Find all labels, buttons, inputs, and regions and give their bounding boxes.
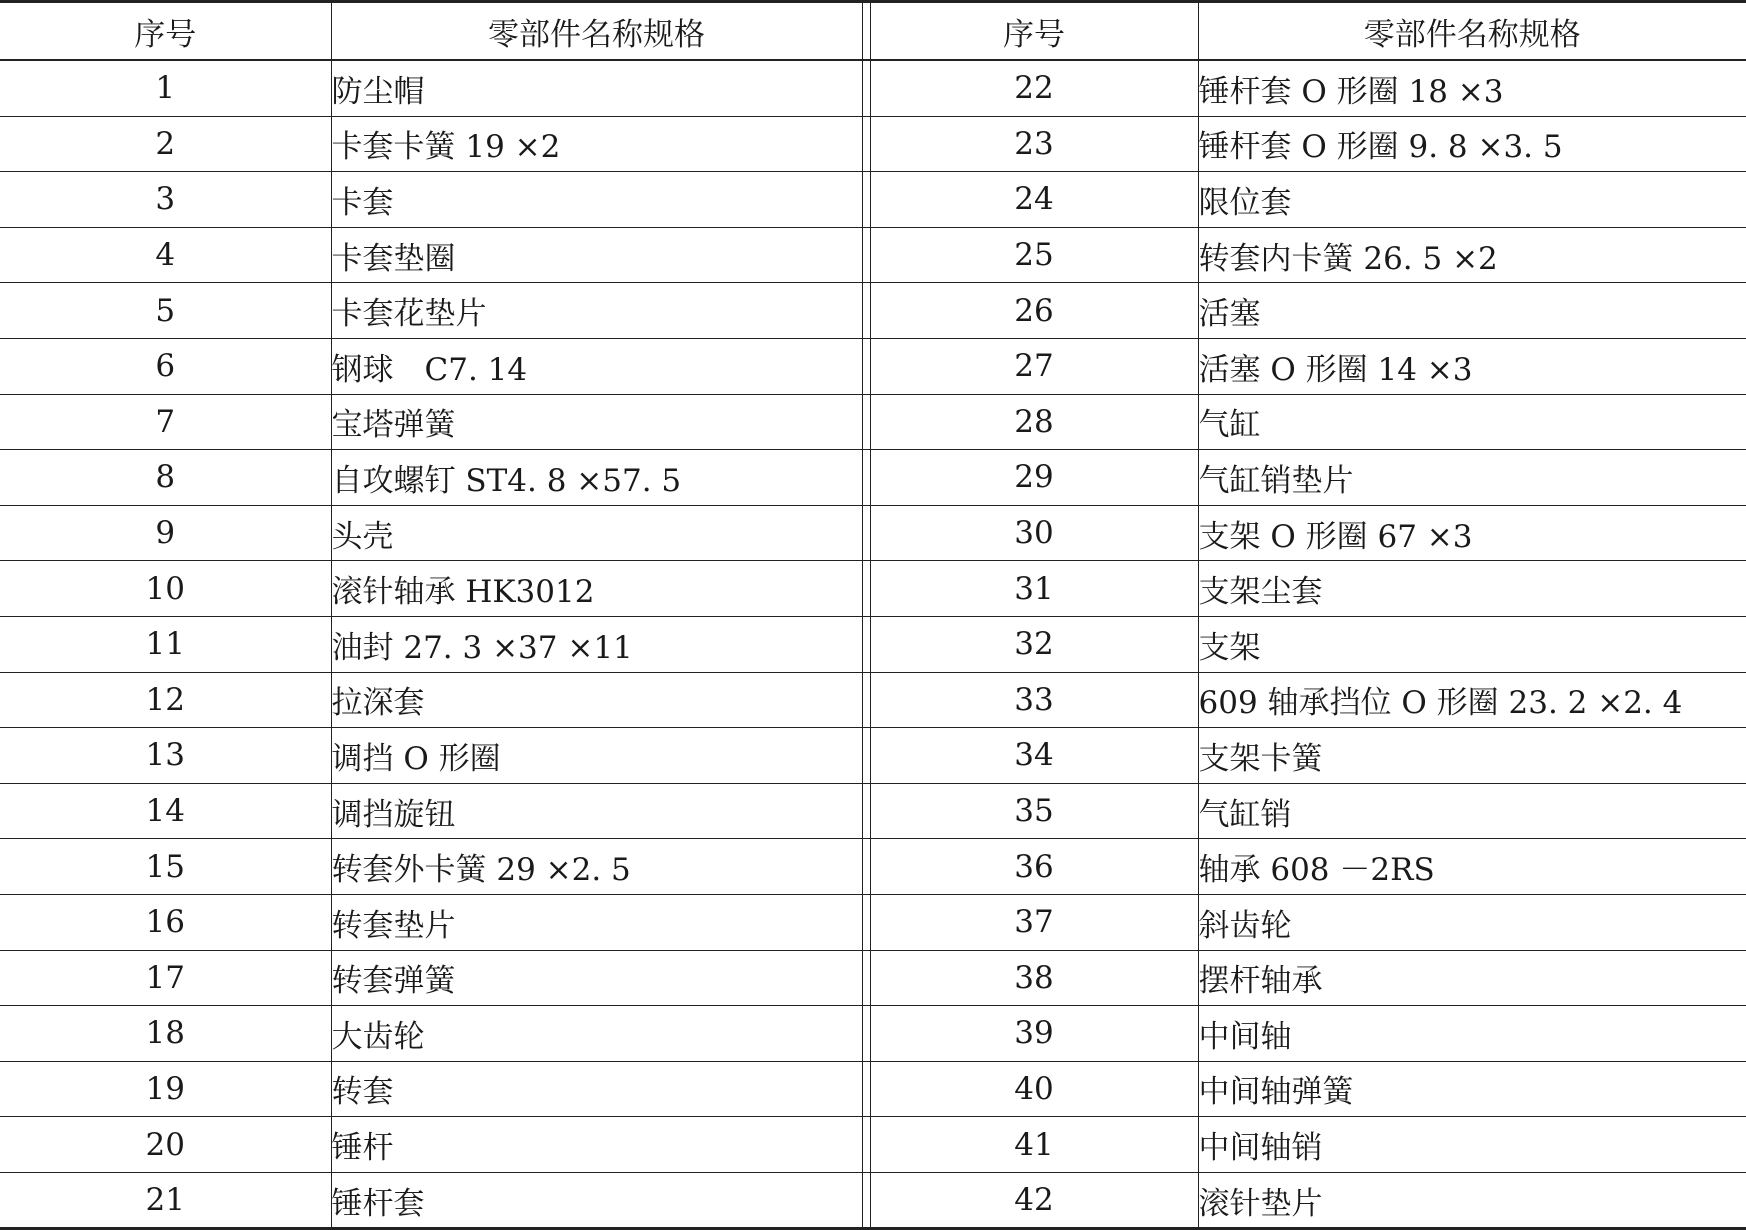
row-no-left: 2 xyxy=(0,116,331,172)
table-row xyxy=(0,60,1746,116)
row-no-left: 11 xyxy=(0,616,331,672)
row-no-left: 18 xyxy=(0,1006,331,1062)
row-name-right: 锤杆套 O 形圈 18 ×3 xyxy=(1198,60,1746,116)
row-no-right: 27 xyxy=(870,338,1198,394)
row-name-left: 卡套 xyxy=(331,172,862,228)
row-name-right: 中间轴弹簧 xyxy=(1198,1061,1746,1117)
column-divider xyxy=(862,783,870,839)
table-row xyxy=(0,894,1746,950)
row-no-left: 13 xyxy=(0,728,331,784)
row-no-right: 40 xyxy=(870,1061,1198,1117)
row-no-left: 19 xyxy=(0,1061,331,1117)
row-no-right: 38 xyxy=(870,950,1198,1006)
table-row xyxy=(0,561,1746,617)
row-no-left: 14 xyxy=(0,783,331,839)
row-no-right: 31 xyxy=(870,561,1198,617)
row-no-right: 30 xyxy=(870,505,1198,561)
row-no-right: 42 xyxy=(870,1172,1198,1229)
row-no-right: 23 xyxy=(870,116,1198,172)
row-name-left: 转套外卡簧 29 ×2. 5 xyxy=(331,839,862,895)
row-no-right: 34 xyxy=(870,728,1198,784)
header-no-right: 序号 xyxy=(870,2,1198,61)
column-divider xyxy=(862,172,870,228)
column-divider xyxy=(862,116,870,172)
row-no-right: 41 xyxy=(870,1117,1198,1173)
row-name-right: 轴承 608 －2RS xyxy=(1198,839,1746,895)
row-name-right: 609 轴承挡位 O 形圈 23. 2 ×2. 4 xyxy=(1198,672,1746,728)
column-divider xyxy=(862,394,870,450)
column-divider xyxy=(862,616,870,672)
row-no-right: 32 xyxy=(870,616,1198,672)
row-name-right: 摆杆轴承 xyxy=(1198,950,1746,1006)
row-name-right: 活塞 xyxy=(1198,283,1746,339)
row-name-right: 气缸销 xyxy=(1198,783,1746,839)
column-divider xyxy=(862,60,870,116)
header-name-right: 零部件名称规格 xyxy=(1198,2,1746,61)
table-row xyxy=(0,1117,1746,1173)
row-name-right: 支架 O 形圈 67 ×3 xyxy=(1198,505,1746,561)
row-no-right: 26 xyxy=(870,283,1198,339)
row-no-right: 37 xyxy=(870,894,1198,950)
row-no-left: 6 xyxy=(0,338,331,394)
table-row xyxy=(0,616,1746,672)
table-row xyxy=(0,1172,1746,1229)
row-name-right: 斜齿轮 xyxy=(1198,894,1746,950)
table-row xyxy=(0,1061,1746,1117)
row-no-left: 17 xyxy=(0,950,331,1006)
table-row xyxy=(0,116,1746,172)
table-row xyxy=(0,172,1746,228)
row-name-right: 气缸 xyxy=(1198,394,1746,450)
row-name-right: 中间轴销 xyxy=(1198,1117,1746,1173)
table-body xyxy=(0,60,1746,1229)
row-name-left: 自攻螺钉 ST4. 8 ×57. 5 xyxy=(331,450,862,506)
row-name-left: 油封 27. 3 ×37 ×11 xyxy=(331,616,862,672)
table-row xyxy=(0,505,1746,561)
column-divider xyxy=(862,450,870,506)
row-name-right: 中间轴 xyxy=(1198,1006,1746,1062)
header-row xyxy=(0,2,1746,61)
table-row xyxy=(0,283,1746,339)
table-row xyxy=(0,839,1746,895)
column-divider xyxy=(862,728,870,784)
row-name-right: 活塞 O 形圈 14 ×3 xyxy=(1198,338,1746,394)
header-no-left: 序号 xyxy=(0,2,331,61)
row-name-right: 锤杆套 O 形圈 9. 8 ×3. 5 xyxy=(1198,116,1746,172)
row-no-left: 20 xyxy=(0,1117,331,1173)
column-divider xyxy=(862,1172,870,1229)
row-no-left: 12 xyxy=(0,672,331,728)
row-name-left: 转套 xyxy=(331,1061,862,1117)
row-name-right: 支架尘套 xyxy=(1198,561,1746,617)
row-name-left: 调挡 O 形圈 xyxy=(331,728,862,784)
row-no-left: 15 xyxy=(0,839,331,895)
row-name-left: 拉深套 xyxy=(331,672,862,728)
row-no-right: 33 xyxy=(870,672,1198,728)
column-divider xyxy=(862,505,870,561)
row-name-left: 卡套卡簧 19 ×2 xyxy=(331,116,862,172)
table-row xyxy=(0,227,1746,283)
column-divider xyxy=(862,227,870,283)
column-divider xyxy=(862,2,870,61)
row-name-left: 滚针轴承 HK3012 xyxy=(331,561,862,617)
row-no-right: 29 xyxy=(870,450,1198,506)
table-row xyxy=(0,394,1746,450)
row-no-right: 36 xyxy=(870,839,1198,895)
column-divider xyxy=(862,894,870,950)
row-name-left: 钢球 C7. 14 xyxy=(331,338,862,394)
row-no-right: 39 xyxy=(870,1006,1198,1062)
table-row xyxy=(0,338,1746,394)
row-name-left: 防尘帽 xyxy=(331,60,862,116)
row-name-right: 滚针垫片 xyxy=(1198,1172,1746,1229)
row-no-left: 8 xyxy=(0,450,331,506)
row-no-left: 3 xyxy=(0,172,331,228)
row-name-left: 锤杆套 xyxy=(331,1172,862,1229)
table-row xyxy=(0,728,1746,784)
table-row xyxy=(0,783,1746,839)
row-no-left: 1 xyxy=(0,60,331,116)
row-no-left: 4 xyxy=(0,227,331,283)
row-name-right: 限位套 xyxy=(1198,172,1746,228)
row-no-left: 10 xyxy=(0,561,331,617)
column-divider xyxy=(862,283,870,339)
column-divider xyxy=(862,1006,870,1062)
table-row xyxy=(0,450,1746,506)
table-row xyxy=(0,950,1746,1006)
column-divider xyxy=(862,950,870,1006)
row-name-left: 锤杆 xyxy=(331,1117,862,1173)
column-divider xyxy=(862,1117,870,1173)
row-no-right: 25 xyxy=(870,227,1198,283)
table-row xyxy=(0,672,1746,728)
row-name-left: 调挡旋钮 xyxy=(331,783,862,839)
row-no-left: 21 xyxy=(0,1172,331,1229)
table-row xyxy=(0,1006,1746,1062)
column-divider xyxy=(862,672,870,728)
row-name-left: 宝塔弹簧 xyxy=(331,394,862,450)
row-name-right: 支架 xyxy=(1198,616,1746,672)
row-no-left: 5 xyxy=(0,283,331,339)
column-divider xyxy=(862,561,870,617)
table-header xyxy=(0,2,1746,61)
row-name-left: 卡套花垫片 xyxy=(331,283,862,339)
column-divider xyxy=(862,338,870,394)
row-name-left: 转套垫片 xyxy=(331,894,862,950)
row-name-left: 卡套垫圈 xyxy=(331,227,862,283)
header-name-left: 零部件名称规格 xyxy=(331,2,862,61)
row-no-right: 24 xyxy=(870,172,1198,228)
column-divider xyxy=(862,1061,870,1117)
row-name-left: 转套弹簧 xyxy=(331,950,862,1006)
row-no-right: 35 xyxy=(870,783,1198,839)
row-no-left: 16 xyxy=(0,894,331,950)
row-name-left: 头壳 xyxy=(331,505,862,561)
row-no-left: 9 xyxy=(0,505,331,561)
row-no-left: 7 xyxy=(0,394,331,450)
column-divider xyxy=(862,839,870,895)
row-name-right: 支架卡簧 xyxy=(1198,728,1746,784)
row-no-right: 22 xyxy=(870,60,1198,116)
row-name-right: 转套内卡簧 26. 5 ×2 xyxy=(1198,227,1746,283)
row-name-left: 大齿轮 xyxy=(331,1006,862,1062)
row-name-right: 气缸销垫片 xyxy=(1198,450,1746,506)
row-no-right: 28 xyxy=(870,394,1198,450)
